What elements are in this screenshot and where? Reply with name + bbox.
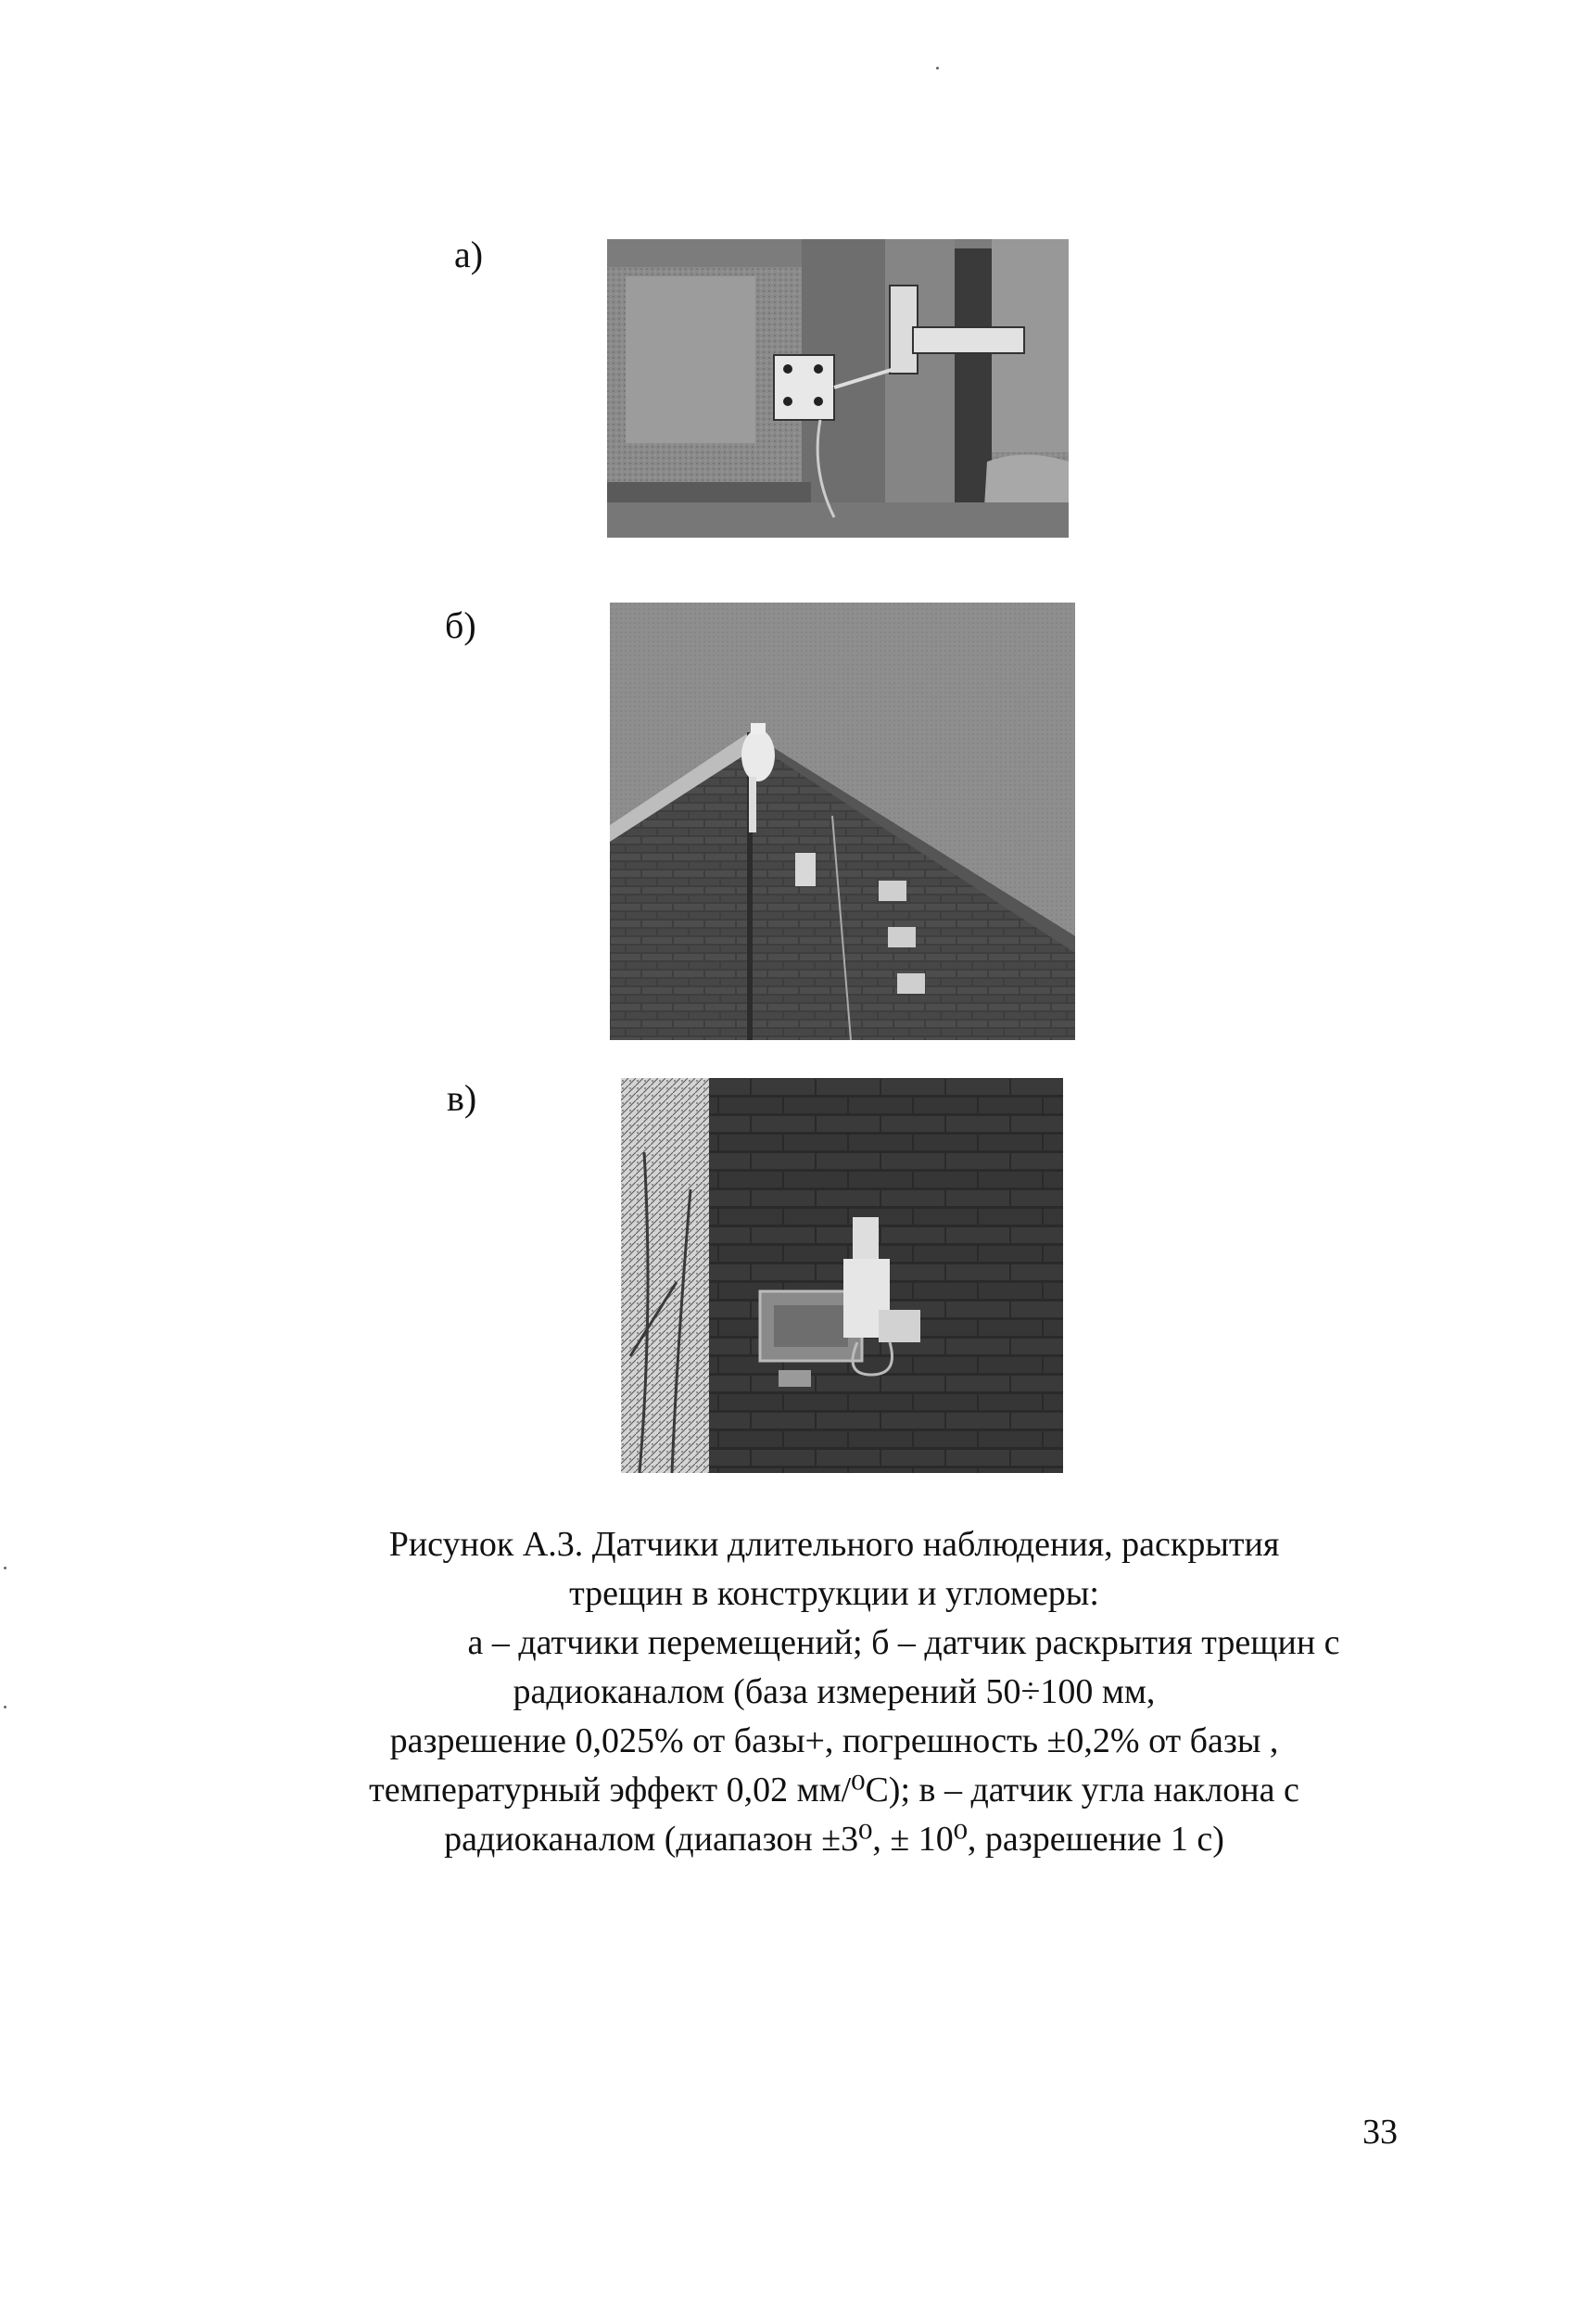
page-number: 33: [1362, 2113, 1398, 2152]
caption-line: а – датчики перемещений; б – датчик раскрытия трещин с: [467, 1623, 1340, 1662]
caption-line: радиоканалом (база измерений 50÷100 мм,: [513, 1672, 1156, 1711]
scan-speck: [936, 67, 939, 70]
figure-caption: [250, 1520, 1418, 1864]
panel-label-b: б): [445, 604, 476, 646]
photo-displacement-sensors: [607, 239, 1069, 538]
panel-label-v: в): [447, 1077, 477, 1119]
caption-line: трещин в конструкции и угломеры:: [569, 1574, 1099, 1613]
caption-line: температурный эффект 0,02 мм/⁰С); в – датчик угла наклона с: [369, 1771, 1299, 1809]
caption-line: радиоканалом (диапазон ±3⁰, ± 10⁰, разрешение 1 с): [444, 1820, 1224, 1859]
photo-crack-sensor: [610, 603, 1075, 1040]
scan-speck: [4, 1706, 6, 1708]
photo-tilt-sensor: [621, 1078, 1063, 1473]
panel-label-a: а): [454, 234, 484, 275]
caption-line: Рисунок А.3. Датчики длительного наблюдения, раскрытия: [388, 1525, 1280, 1564]
scan-speck: [4, 1567, 6, 1569]
caption-line: разрешение 0,025% от базы+, погрешность ±0,2% от базы ,: [389, 1721, 1279, 1760]
